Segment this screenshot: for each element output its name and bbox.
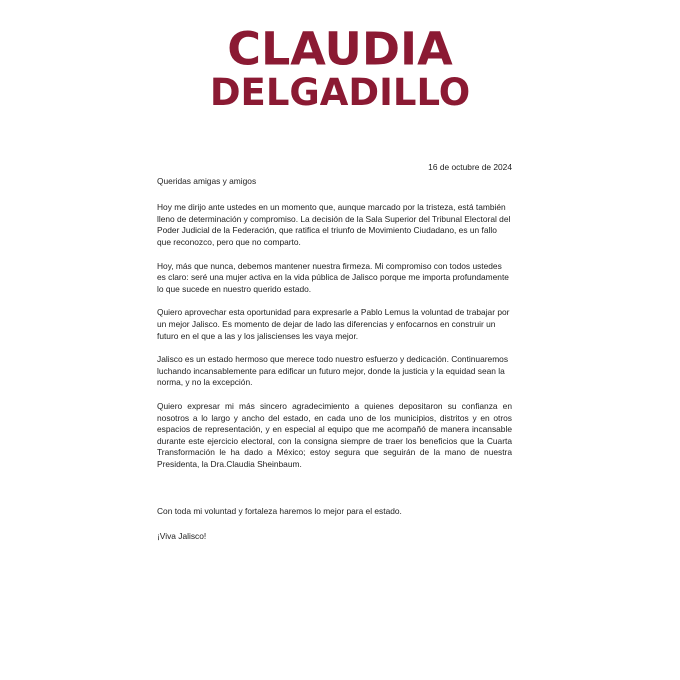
letter-date: 16 de octubre de 2024 bbox=[428, 162, 512, 172]
letter-paragraph-2: Hoy, más que nunca, debemos mantener nuestra firmeza. Mi compromiso con todos ustedes es claro: seré una mujer activa en la vida pública de Jalisco porque me importa profundamente lo que sucede en nuestro querido estado. bbox=[157, 260, 509, 294]
letter-sign-off: ¡Viva Jalisco! bbox=[157, 531, 207, 542]
letter-paragraph-5: Quiero expresar mi más sincero agradecimiento a quienes depositaron su confianza en nosotros a lo largo y ancho del estado, en cada uno de los municipios, distritos y en otros espacios de representación, y en especial al equipo que me acompañó de manera incansable durante este ejercicio electoral, con la consigna siempre de traer los beneficios que la Cuarta Transformación le ha dado a México; estoy segura que seguirán de la mano de nuestra Presidenta, la Dra.Claudia Sheinbaum. bbox=[157, 400, 512, 469]
letter-paragraph-4: Jalisco es un estado hermoso que merece todo nuestro esfuerzo y dedicación. Continuaremos luchando incansablemente para edificar un futuro mejor, donde la justicia y la equidad sean la norma, y no la excepción. bbox=[157, 354, 509, 388]
letter-closing: Con toda mi voluntad y fortaleza haremos lo mejor para el estado. bbox=[157, 506, 402, 517]
letterhead-logo bbox=[0, 22, 680, 114]
letterhead-last-name: DELGADILLO bbox=[209, 71, 471, 114]
letter-paragraph-3: Quiero aprovechar esta oportunidad para expresarle a Pablo Lemus la voluntad de trabajar por un mejor Jalisco. Es momento de dejar de lado las diferencias y enfocarnos en construir un futuro en el que a las y los jaliscienses les vaya mejor. bbox=[157, 307, 510, 341]
letter-salutation: Queridas amigas y amigos bbox=[157, 175, 257, 186]
letter-paragraph-1: Hoy me dirijo ante ustedes en un momento que, aunque marcado por la tristeza, está también lleno de determinación y compromiso. La decisión de la Sala Superior del Tribunal Electoral del Poder Judicial de la Federación, que ratifica el triunfo de Movimiento Ciudadano, es un fallo que reconozco, pero que no comparto. bbox=[157, 202, 511, 247]
letterhead-first-name: CLAUDIA bbox=[227, 22, 453, 76]
letter-body bbox=[157, 162, 512, 543]
